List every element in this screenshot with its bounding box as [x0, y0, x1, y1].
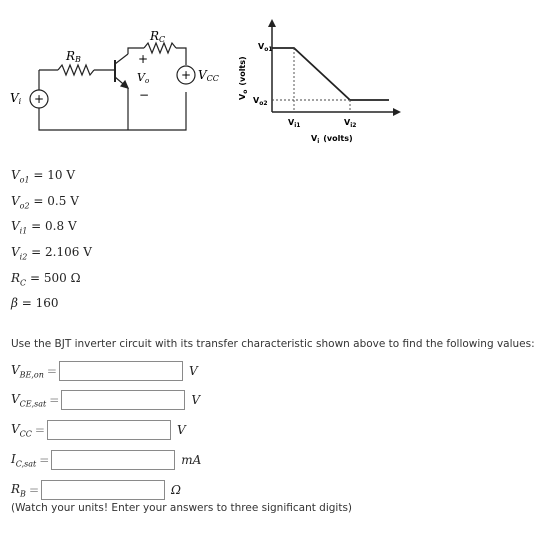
vo-minus: − — [139, 88, 150, 102]
ic-sat-input[interactable] — [51, 450, 175, 470]
answer-label: $V_{CE,sat}$ — [11, 391, 47, 409]
vcc-label: VCC — [198, 68, 219, 83]
answer-unit: Ω — [171, 483, 181, 497]
rc-resistor — [144, 43, 176, 53]
rb-input[interactable] — [41, 480, 165, 500]
y-axis-label: $V_o(volts)$ — [238, 56, 249, 100]
transfer-curve — [272, 48, 389, 100]
vi-source — [30, 90, 48, 108]
transfer-graph — [238, 19, 401, 145]
circuit-wires — [39, 43, 186, 130]
answer-label: $I_{C,sat}$ — [11, 451, 37, 469]
x-axis-label: $V_i$ (volts) — [311, 134, 353, 145]
rb-resistor — [58, 65, 94, 75]
answer-row-vce-sat: $V_{CE,sat}$ = V — [11, 391, 200, 409]
vi-label: Vi — [10, 91, 22, 106]
question-prompt: Use the BJT inverter circuit with its transfer characteristic shown above to find the following values: — [11, 338, 535, 350]
vi-source-sign: + — [33, 92, 45, 106]
answer-unit: V — [188, 364, 198, 378]
rc-label: RC — [150, 29, 166, 44]
given-vo2: $V_{o2} = 0.5$ V — [11, 194, 79, 211]
vcc-source — [177, 66, 195, 84]
answer-row-ic-sat: $I_{C,sat}$ = mA — [11, 451, 202, 469]
vi1-label: $V_{i1}$ — [288, 118, 301, 129]
answer-row-rb: $R_B$ = Ω — [11, 481, 181, 499]
given-beta: β = 160 — [11, 296, 59, 310]
vo2-label: $V_{o2}$ — [253, 96, 268, 107]
given-rc: $R_C = 500$ Ω — [11, 271, 81, 288]
given-vo1: $V_{o1} = 10$ V — [11, 168, 76, 185]
given-vi2: $V_{i2} = 2.106$ V — [11, 245, 92, 262]
vce-sat-input[interactable] — [61, 390, 185, 410]
answer-label: $V_{BE,on}$ — [11, 362, 44, 380]
vo-label: Vo — [137, 71, 150, 85]
units-note: (Watch your units! Enter your answers to three significant digits) — [11, 502, 353, 514]
vcc-source-sign: + — [180, 68, 192, 82]
answer-row-vbe-on: $V_{BE,on}$ = V — [11, 362, 198, 380]
vo-plus: + — [138, 52, 149, 66]
answer-row-vcc: $V_{CC}$ = V — [11, 421, 186, 439]
answer-unit: mA — [181, 453, 202, 467]
vi2-label: $V_{i2}$ — [344, 118, 357, 129]
answer-unit: V — [176, 423, 186, 437]
answer-unit: V — [191, 393, 200, 407]
rb-label: RB — [66, 49, 81, 64]
vbe-on-input[interactable] — [59, 361, 183, 381]
vo1-label: $V_{o1}$ — [258, 42, 273, 53]
answer-label: $V_{CC}$ — [11, 421, 32, 439]
vcc-input[interactable] — [47, 420, 171, 440]
given-vi1: $V_{i1} = 0.8$ V — [11, 219, 77, 236]
answer-label: $R_B$ — [11, 481, 26, 499]
